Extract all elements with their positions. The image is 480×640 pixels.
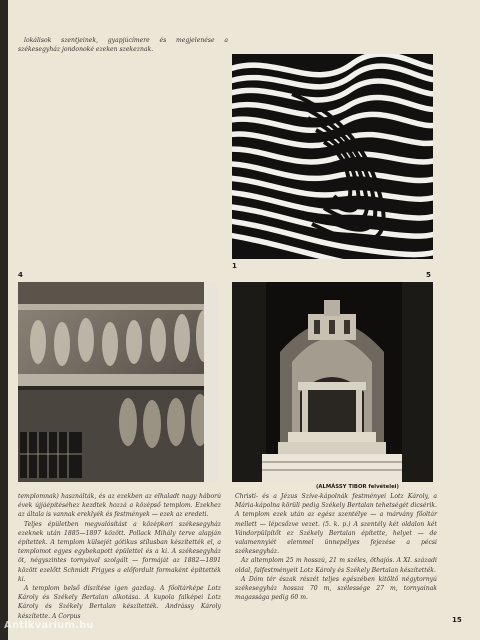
paragraph: Christi- és a Jézus Szíve-kápolnák festményei Lotz Károly, a Mária-kápolna körüli pedig Székely Bertalan tehetségét dicsérik. A templom ezek után az egész szentélye — a márvány főoltár mellett — lépcsőzve vezet. (5. k. p.) A szentély két oldalon két Vándorpülpítőt ez Székely Bertalan építette, helyet — de valamennyiét elemmel ünnepélyes fejezése a pécsi székesegyház. xyxy=(235,493,437,556)
paragraph: lokálisok szentjeinek, gyapjúcímere és megjelenése a székesegyház jondonoké ezeken szekeznak. xyxy=(18,37,228,54)
text-column-top xyxy=(18,36,228,54)
figure-number: 1 xyxy=(232,262,237,270)
watermark: Antikvarium.hu xyxy=(4,620,94,631)
figure-number: 4 xyxy=(18,271,23,279)
text-column-bottom-left xyxy=(18,492,221,621)
paragraph: Az altemplom 25 m hosszú, 21 m széles, öthajós. A XI. századi oldal, falfestményeit Lotz Károly és Székely Bertalan készítették. xyxy=(235,557,437,574)
cathedral-interior-photo xyxy=(232,282,433,482)
page-number: 15 xyxy=(452,616,462,624)
text-column-bottom-right xyxy=(235,492,437,602)
photo-credit: (ALMÁSSY TIBOR felvételei) xyxy=(316,484,399,490)
paragraph: Teljes épületben megvalósítást a középkori székesegyház ezeknek után 1885—1897 között. Pollack Mihály terve alapján építettek. A templom külsejét gótikus stílusban készítették el, a templomot egyes egybekapott épülettel és a ki. A székesegyház öt, négyszintes tornyával szolgált — formáját az 1882—1891 között ezelőtt Schmidt Frigyes a előfordult formaként építtették ki. xyxy=(18,520,221,583)
stone-relief-photo xyxy=(18,282,218,482)
paragraph: A Dóm tér észak részét teljes egészében kitöltő négytornyú székesegyház hossza 70 m, szélessége 27 m, tornyainak magassága pedig 60 m. xyxy=(235,575,437,602)
op-art-wave-image xyxy=(232,54,433,259)
figure-number: 5 xyxy=(426,271,431,279)
paragraph: templomnak) használták, és az ezekben az elhaladt nagy háború évek újjáépítéséhez kezdtek hozzá a középső templom. Ezekhez az általa is vannak ereklyék és festmények — ezek az eredeti. xyxy=(18,493,221,519)
page-binding-edge xyxy=(0,0,8,640)
paragraph: A templom belső díszítése igen gazdag. A főoltárképe Lotz Károly és Székely Bertalan alkotása. A kupola falképei Lotz Károly és Székely Bertalan készítették. Andrássy Károly készítette. A Corpus xyxy=(18,585,221,620)
